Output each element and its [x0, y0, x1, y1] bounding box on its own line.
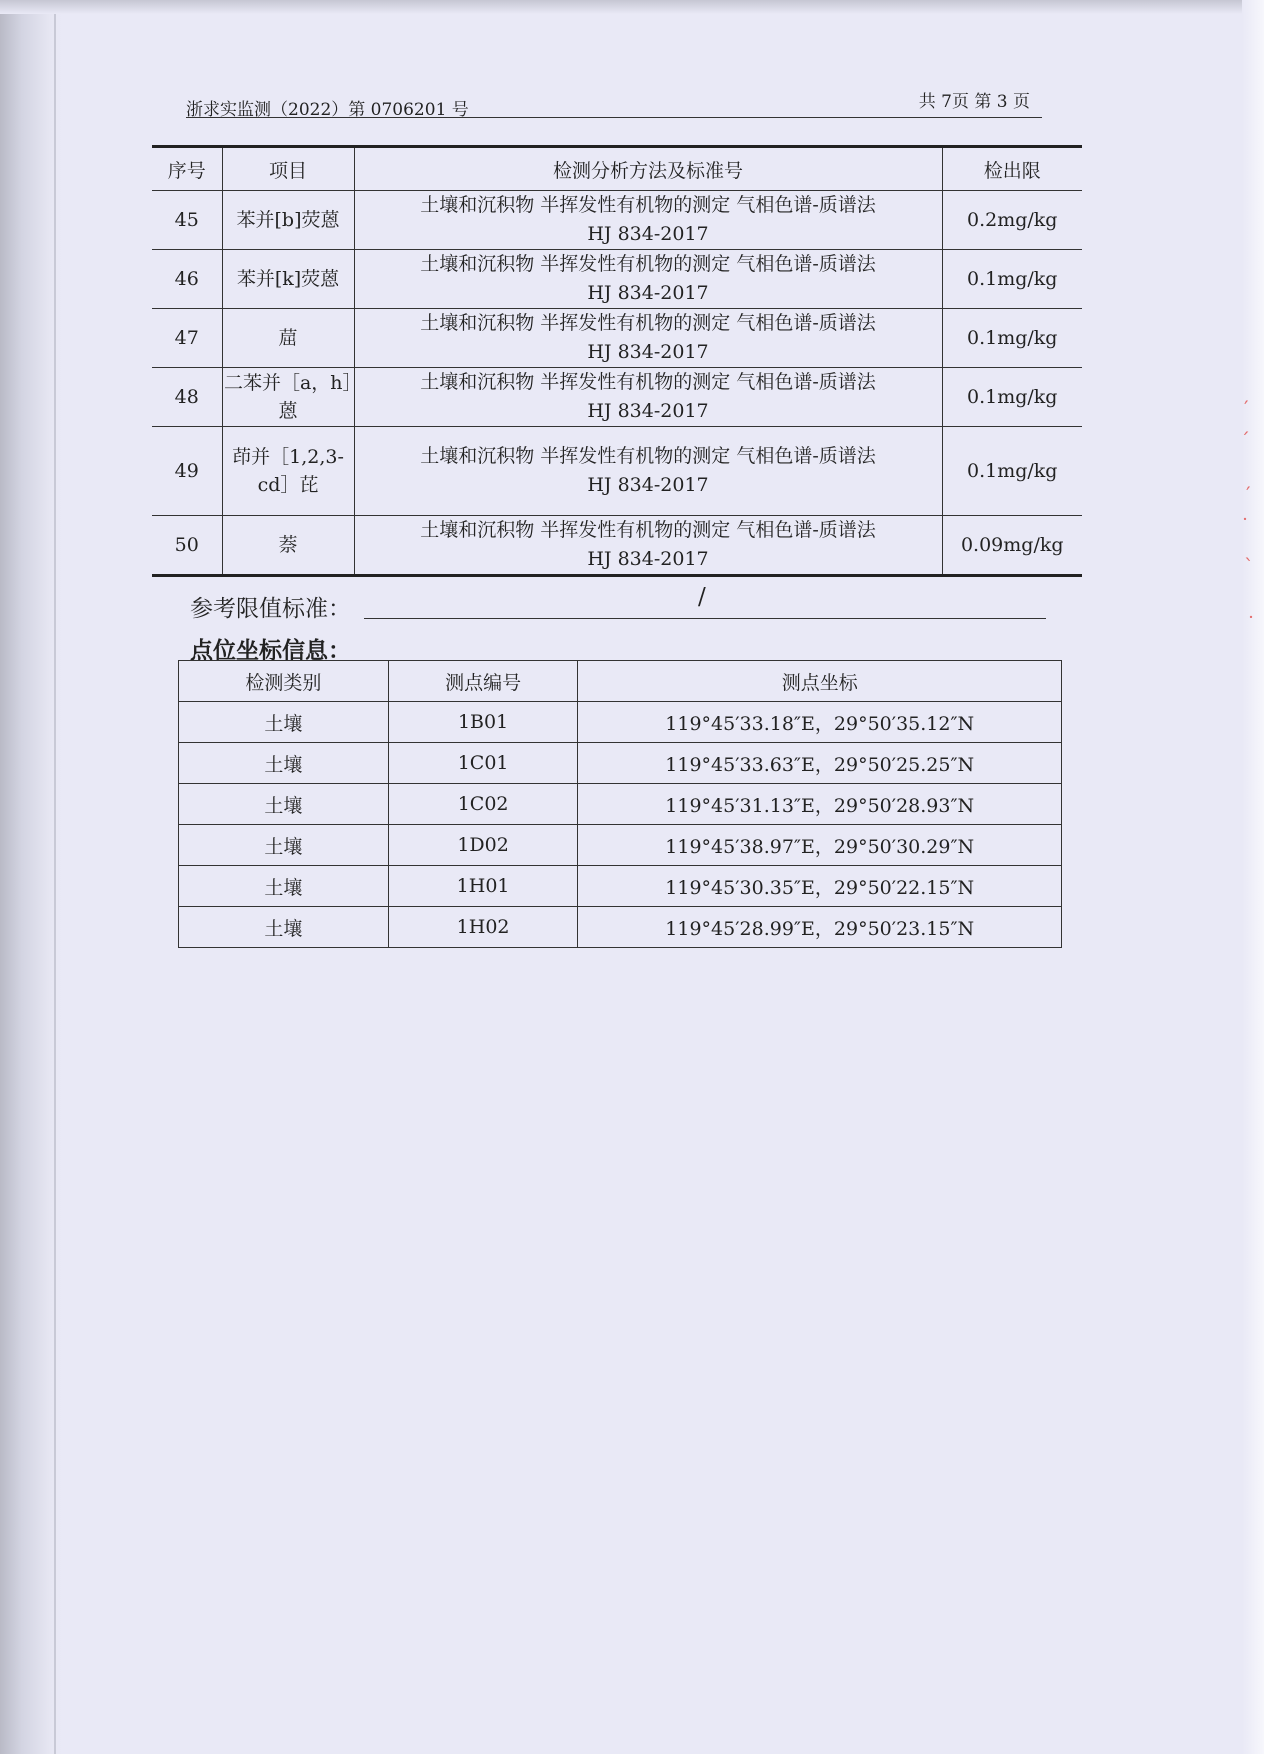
header-category: 检测类别 [179, 661, 389, 702]
header-no: 序号 [152, 147, 222, 191]
report-number: 浙求实监测（2022）第 0706201 号 [186, 100, 469, 120]
row-no: 50 [152, 516, 222, 576]
reference-limit [190, 584, 1050, 624]
header-coord: 测点坐标 [578, 661, 1062, 702]
methods-header-row [152, 147, 1082, 191]
row-item: 䓛 [222, 309, 354, 368]
row-item: 二苯并［a，h］蒽 [222, 368, 354, 427]
page-header [186, 92, 1042, 120]
row-category: 土壤 [179, 866, 389, 907]
reference-underline [364, 618, 1046, 619]
row-coord: 119°45′33.18″E，29°50′35.12″N [578, 702, 1062, 743]
row-point: 1H02 [388, 907, 578, 948]
row-limit: 0.1mg/kg [942, 250, 1082, 309]
row-method [354, 427, 942, 516]
row-no: 46 [152, 250, 222, 309]
row-limit: 0.1mg/kg [942, 309, 1082, 368]
page-info: 共 7页 第 3 页 [918, 92, 1030, 112]
row-item: 苯并[b]荧蒽 [222, 191, 354, 250]
row-no: 49 [152, 427, 222, 516]
binding-shadow [0, 0, 62, 1754]
row-point: 1C02 [388, 784, 578, 825]
table-row [152, 191, 1082, 250]
method-standard: HJ 834-2017 [587, 341, 709, 363]
table-row [152, 427, 1082, 516]
page-right-edge [1242, 0, 1264, 1754]
method-name: 土壤和沉积物 半挥发性有机物的测定 气相色谱-质谱法 [420, 253, 876, 275]
row-coord: 119°45′31.13″E，29°50′28.93″N [578, 784, 1062, 825]
row-no: 45 [152, 191, 222, 250]
coordinates-header-row [179, 661, 1062, 702]
row-item: 茚并［1,2,3-cd］芘 [222, 427, 354, 516]
method-standard: HJ 834-2017 [587, 548, 709, 570]
row-method [354, 368, 942, 427]
page-top-edge [0, 0, 1264, 14]
binding-line [54, 0, 56, 1754]
row-limit: 0.09mg/kg [942, 516, 1082, 576]
table-row [179, 907, 1062, 948]
table-row [179, 866, 1062, 907]
row-method [354, 250, 942, 309]
row-coord: 119°45′30.35″E，29°50′22.15″N [578, 866, 1062, 907]
row-method [354, 309, 942, 368]
method-name: 土壤和沉积物 半挥发性有机物的测定 气相色谱-质谱法 [420, 519, 876, 541]
table-row [152, 368, 1082, 427]
header-method: 检测分析方法及标准号 [354, 147, 942, 191]
row-point: 1H01 [388, 866, 578, 907]
coordinates-title: 点位坐标信息： [190, 637, 351, 664]
table-row [179, 743, 1062, 784]
table-row [152, 250, 1082, 309]
row-point: 1C01 [388, 743, 578, 784]
row-point: 1D02 [388, 825, 578, 866]
methods-table [152, 145, 1082, 577]
row-point: 1B01 [388, 702, 578, 743]
method-name: 土壤和沉积物 半挥发性有机物的测定 气相色谱-质谱法 [420, 194, 876, 216]
header-limit: 检出限 [942, 147, 1082, 191]
method-standard: HJ 834-2017 [587, 223, 709, 245]
row-category: 土壤 [179, 702, 389, 743]
table-row [179, 702, 1062, 743]
method-standard: HJ 834-2017 [587, 282, 709, 304]
method-name: 土壤和沉积物 半挥发性有机物的测定 气相色谱-质谱法 [420, 371, 876, 393]
row-no: 47 [152, 309, 222, 368]
method-name: 土壤和沉积物 半挥发性有机物的测定 气相色谱-质谱法 [420, 445, 876, 467]
row-category: 土壤 [179, 907, 389, 948]
table-row [179, 825, 1062, 866]
row-category: 土壤 [179, 743, 389, 784]
row-coord: 119°45′33.63″E，29°50′25.25″N [578, 743, 1062, 784]
table-row [152, 309, 1082, 368]
row-limit: 0.2mg/kg [942, 191, 1082, 250]
row-no: 48 [152, 368, 222, 427]
reference-label: 参考限值标准： [190, 596, 351, 622]
row-item: 苯并[k]荧蒽 [222, 250, 354, 309]
row-method [354, 191, 942, 250]
header-point: 测点编号 [388, 661, 578, 702]
method-standard: HJ 834-2017 [587, 474, 709, 496]
method-standard: HJ 834-2017 [587, 400, 709, 422]
row-method [354, 516, 942, 576]
reference-value: / [698, 584, 706, 610]
row-category: 土壤 [179, 784, 389, 825]
row-coord: 119°45′28.99″E，29°50′23.15″N [578, 907, 1062, 948]
row-item: 萘 [222, 516, 354, 576]
method-name: 土壤和沉积物 半挥发性有机物的测定 气相色谱-质谱法 [420, 312, 876, 334]
row-limit: 0.1mg/kg [942, 368, 1082, 427]
coordinates-table [178, 660, 1062, 948]
row-coord: 119°45′38.97″E，29°50′30.29″N [578, 825, 1062, 866]
row-category: 土壤 [179, 825, 389, 866]
table-row [179, 784, 1062, 825]
header-item: 项目 [222, 147, 354, 191]
row-limit: 0.1mg/kg [942, 427, 1082, 516]
table-row [152, 516, 1082, 576]
